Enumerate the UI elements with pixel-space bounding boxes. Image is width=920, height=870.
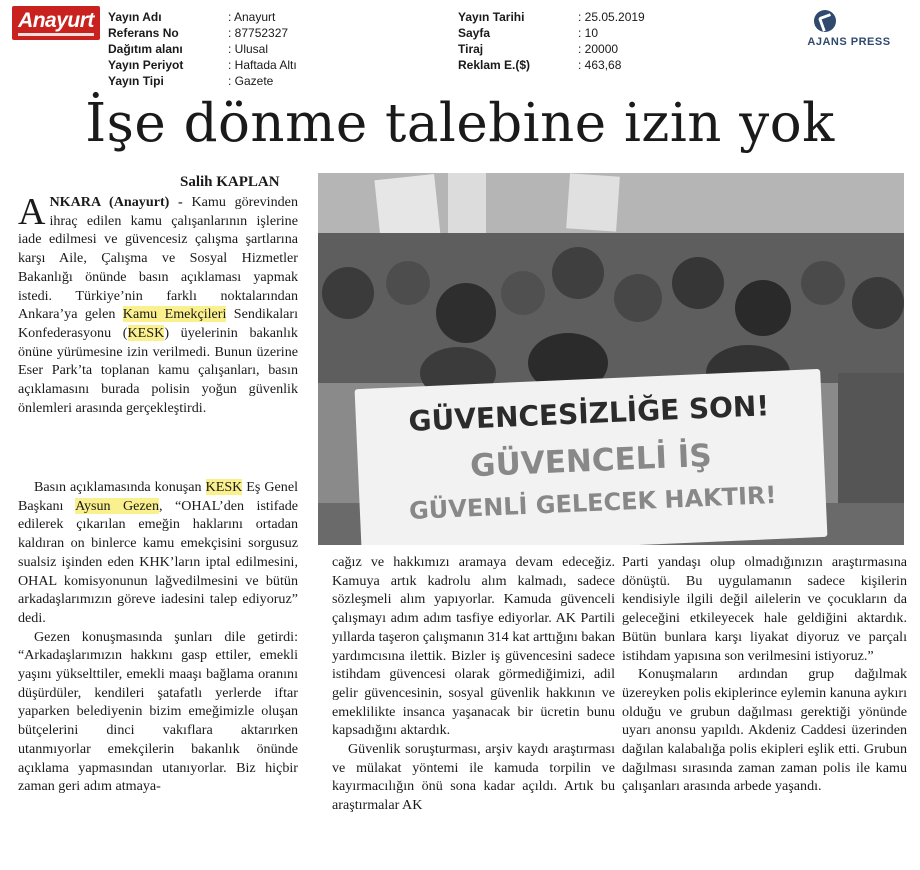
meta-label: Reklam E.($) [458, 58, 531, 72]
newspaper-logo [12, 6, 100, 40]
highlight-aysun-gezen: Aysun Gezen [75, 497, 159, 514]
logo-underline [18, 33, 94, 36]
paragraph-c3-2: Konuşmaların ardından grup dağılmak üzereyken polis ekiplerince eylemin kanuna aykırı olduğu ve grubun dağılması gerektiği yönünde uyarı anonsu yapıldı. Akdeniz Caddesi üzerinden dağılan kalabalığa polis ekipleri eşlik etti. Grubun dağılması sırasında zaman zaman polis ile kamu çalışanları arasında arbede yaşandı. [622, 666, 907, 795]
article-column-1-bottom [18, 478, 298, 796]
ajans-press-text: AJANS PRESS [807, 36, 891, 48]
byline: Salih KAPLAN [180, 174, 280, 190]
meta-value: : Haftada Altı [228, 58, 297, 72]
banner-line-3: GÜVENLİ GELECEK HAKTIR! [408, 480, 777, 525]
banner-line-2: GÜVENCELİ İŞ [469, 437, 713, 485]
banner-line-1: GÜVENCESİZLİĞE SON! [407, 389, 770, 438]
paragraph-text: Eş Genel Başkanı [18, 479, 299, 514]
logo-text: Anayurt [18, 9, 94, 32]
paragraph-text: , “OHAL’den istifade edilerek çıkarılan emeğin haklarını ortadan kaldıran on binlerce kamu emekçisini sorgusuz sualsiz işinden eden KHK’ların iptal edilmesini, OHAL komisyonunun lağvedilmesini ve bütün arkadaşlarımızın göreve iadesini talep ediyoruz” dedi. [18, 497, 299, 626]
paragraph-text: Kamu görevinden ihraç edilen kamu çalışanlarının işlerine iade edilmesi ve güvencesiz çalışma şartlarına karşı Aile, Çalışma ve Sosyal Hizmetler Bakanlığı önünde basın açıklaması yapmak istedi. Türkiye’nin farklı noktalarından Ankara’ya gelen [18, 194, 298, 323]
paragraph-3: Gezen konuşmasında şunları dile getirdi: “Arkadaşlarımızın hakkını gasp ettiler, emekli yaşını yükselttiler, emekli maaşı bağlama oranını düşürdüler, kendileri şatafatlı yerlerde iftar yaparken belediyenin bizim emeğimizle oluşan bütçelerini dinci vakıflara aktarırken utanmıyorlar emekçilerin bakanlık önünde açıklama yapmasından utanıyorlar. Biz hiçbir zaman geri adım atmaya- [18, 628, 298, 795]
article-column-3 [622, 553, 907, 796]
headline: İşe dönme talebine izin yok [85, 93, 835, 154]
ajans-press-logo [790, 10, 908, 50]
paragraph-text: Sendikaları Konfederasyonu ( [18, 306, 298, 341]
meta-value: : 25.05.2019 [578, 10, 645, 24]
meta-label: Sayfa [458, 26, 491, 40]
meta-label: Yayın Adı [108, 10, 162, 24]
meta-label: Yayın Tipi [108, 74, 164, 88]
paragraph-c3-1: Parti yandaşı olup olmadığınızın araştırmasına dönüştü. Bu uygulamanın sadece kişilerin kendisiyle ilgili değil ailelerin ve çocukların da geleceğini etkileyecek hale geldiğini aktardık. Bütün bunlara karşı liyakat diyoruz ve parçalı istihdam yapısına son verilmesini istiyoruz.” [622, 554, 907, 664]
meta-label: Yayın Tarihi [458, 10, 525, 24]
highlight-kesk: KESK [127, 324, 165, 341]
highlight-kesk: KESK [205, 479, 243, 495]
paragraph-c2-2: Güvenlik soruşturması, arşiv kaydı araştırması ve mülakat yöntemi ile kamuda torpilin ve kayırmacılığın önü sona kadar açıldı. Artık bu araştırmalar AK [332, 741, 615, 814]
highlight-kamu-emekcileri: Kamu Emekçileri [122, 306, 227, 323]
meta-value: : 10 [578, 26, 599, 40]
protest-banner [355, 369, 828, 545]
paragraph-c2-1: cağız ve hakkımızı aramaya devam edeceğiz. Kamuya artık kadrolu alım kalmadı, sadece sözleşmeli alım yapıyorlar. Kamuda güvenceli çalışmayı adım adım tasfiye ediyorlar. AK Partili yıllarda taşeron çalışmanın 314 kat arttığını bakan yardımcısına ilettik. Bizler iş güvencesini sadece istihdam güvencesi olarak görmediğimizi, adil gelir güvencesinin, sosyal güvenlik hakkının ve emeklilikte insanca yaşanacak bir ücretin bunu kapsadığını aktardık. [332, 554, 615, 739]
article-column-2 [332, 553, 615, 815]
meta-value: : Ulusal [228, 42, 269, 56]
meta-value: : Anayurt [228, 10, 276, 24]
ajans-press-icon [814, 10, 836, 32]
lead-city: NKARA (Anayurt) - [49, 194, 183, 210]
meta-value: : 463,68 [578, 58, 622, 72]
protest-photo [318, 173, 904, 545]
dropcap: A [18, 191, 46, 233]
meta-label: Tiraj [458, 42, 484, 56]
paragraph-text: Basın açıklamasında konuşan [34, 479, 206, 495]
article-column-1-top [18, 193, 298, 417]
meta-value: : 20000 [578, 42, 619, 56]
meta-value: : 87752327 [228, 26, 289, 40]
meta-value: : Gazete [228, 74, 274, 88]
paragraph-text: ) üyelerinin bakanlık önüne yürümesine izin verilmedi. Bunun üzerine Eser Park’ta toplanan kamu çalışanları, basın açıklamasını burada polisin yoğun güvenlik önlemleri arasında gerçekleştirdi. [18, 324, 298, 416]
meta-label: Referans No [108, 26, 179, 40]
meta-label: Yayın Periyot [108, 58, 184, 72]
meta-label: Dağıtım alanı [108, 42, 183, 56]
